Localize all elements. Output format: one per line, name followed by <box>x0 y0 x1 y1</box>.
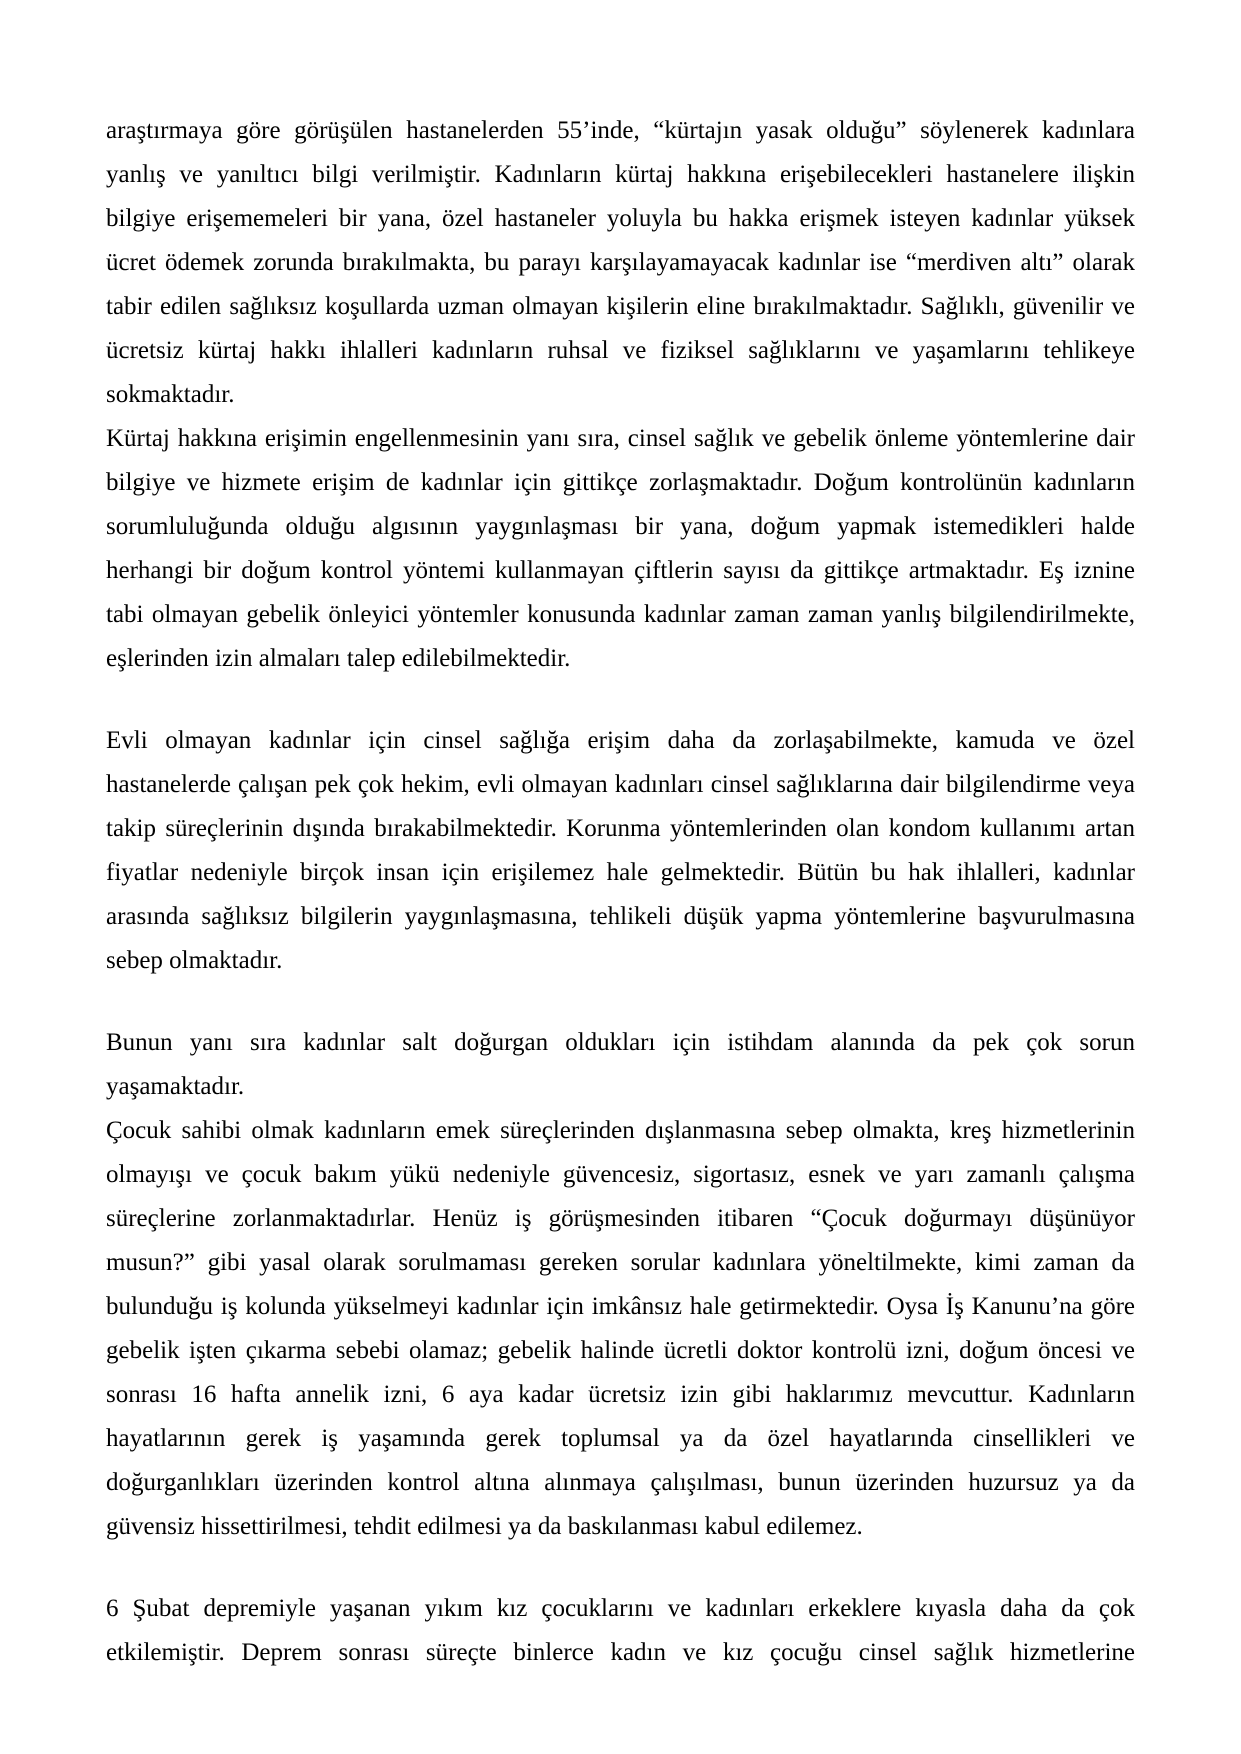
text-line: gebelik işten çıkarma sebebi olamaz; gebelik halinde ücretli doktor kontrolü izni, doğum öncesi ve <box>106 1337 1135 1364</box>
text-line: bilgiye ve hizmete erişim de kadınlar için gittikçe zorlaşmaktadır. Doğum kontrolünün kadınların <box>106 469 1135 496</box>
text-line: bulunduğu iş kolunda yükselmeyi kadınlar için imkânsız hale getirmektedir. Oysa İş Kanunu’na göre <box>106 1293 1135 1320</box>
document-text-body <box>106 109 1135 1675</box>
paragraph-p4 <box>106 1021 1135 1549</box>
text-line: hayatlarının gerek iş yaşamında gerek toplumsal ya da özel hayatlarında cinsellikleri ve <box>106 1425 1135 1452</box>
text-line: arasında sağlıksız bilgilerin yaygınlaşmasına, tehlikeli düşük yapma yöntemlerine başvurulmasına <box>106 903 1135 930</box>
text-line: sorumluluğunda olduğu algısının yaygınlaşması bir yana, doğum yapmak istemedikleri halde <box>106 513 1135 540</box>
text-line: sokmaktadır. <box>106 381 235 408</box>
text-line: bilgiye erişememeleri bir yana, özel hastaneler yoluyla bu hakka erişmek isteyen kadınlar yüksek <box>106 205 1135 232</box>
text-line: musun?” gibi yasal olarak sorulmaması gereken sorular kadınlara yöneltilmekte, kimi zaman da <box>106 1249 1135 1276</box>
text-line: takip süreçlerinin dışında bırakabilmektedir. Korunma yöntemlerinden olan kondom kullanımı artan <box>106 815 1135 842</box>
paragraph-p2 <box>106 417 1135 681</box>
text-line: fiyatlar nedeniyle birçok insan için erişilemez hale gelmektedir. Bütün bu hak ihlalleri, kadınlar <box>106 859 1135 886</box>
text-line: yanlış ve yanıltıcı bilgi verilmiştir. Kadınların kürtaj hakkına erişebilecekleri hastanelere ilişkin <box>106 161 1135 188</box>
text-line: Çocuk sahibi olmak kadınların emek süreçlerinden dışlanmasına sebep olmakta, kreş hizmetlerinin <box>106 1117 1135 1144</box>
paragraph-p5 <box>106 1587 1135 1675</box>
text-line: sonrası 16 hafta annelik izni, 6 aya kadar ücretsiz izin gibi haklarımız mevcuttur. Kadınların <box>106 1381 1135 1408</box>
text-line: hastanelerde çalışan pek çok hekim, evli olmayan kadınları cinsel sağlıklarına dair bilgilendirme veya <box>106 771 1135 798</box>
text-line: ücret ödemek zorunda bırakılmakta, bu parayı karşılayamayacak kadınlar ise “merdiven altı” olarak <box>106 249 1135 276</box>
text-line: Evli olmayan kadınlar için cinsel sağlığa erişim daha da zorlaşabilmekte, kamuda ve özel <box>106 727 1135 754</box>
text-line: doğurganlıkları üzerinden kontrol altına alınmaya çalışılması, bunun üzerinden huzursuz ya da <box>106 1469 1135 1496</box>
text-line: sebep olmaktadır. <box>106 947 283 974</box>
text-line: tabi olmayan gebelik önleyici yöntemler konusunda kadınlar zaman zaman yanlış bilgilendirilmekte, <box>106 601 1135 628</box>
text-line: olmayışı ve çocuk bakım yükü nedeniyle güvencesiz, sigortasız, esnek ve yarı zamanlı çalışma <box>106 1161 1135 1188</box>
text-line: Bunun yanı sıra kadınlar salt doğurgan oldukları için istihdam alanında da pek çok sorun yaşamaktadır. <box>106 1029 1135 1100</box>
paragraph-p3 <box>106 719 1135 983</box>
paragraph-p1 <box>106 109 1135 417</box>
text-line: güvensiz hissettirilmesi, tehdit edilmesi ya da baskılanması kabul edilemez. <box>106 1513 863 1540</box>
text-line: eşlerinden izin almaları talep edilebilmektedir. <box>106 645 571 672</box>
text-line: araştırmaya göre görüşülen hastanelerden 55’inde, “kürtajın yasak olduğu” söylenerek kadınlara <box>106 117 1135 144</box>
text-line: ücretsiz kürtaj hakkı ihlalleri kadınların ruhsal ve fiziksel sağlıklarını ve yaşamlarını tehlikeye <box>106 337 1135 364</box>
text-line: süreçlerine zorlanmaktadırlar. Henüz iş görüşmesinden itibaren “Çocuk doğurmayı düşünüyor <box>106 1205 1135 1232</box>
text-line: Kürtaj hakkına erişimin engellenmesinin yanı sıra, cinsel sağlık ve gebelik önleme yöntemlerine dair <box>106 425 1135 452</box>
text-line: herhangi bir doğum kontrol yöntemi kullanmayan çiftlerin sayısı da gittikçe artmaktadır. Eş iznine <box>106 557 1135 584</box>
text-line: 6 Şubat depremiyle yaşanan yıkım kız çocuklarını ve kadınları erkeklere kıyasla daha da çok <box>106 1595 1135 1622</box>
text-line: tabir edilen sağlıksız koşullarda uzman olmayan kişilerin eline bırakılmaktadır. Sağlıklı, güvenilir ve <box>106 293 1135 320</box>
text-line: etkilemiştir. Deprem sonrası süreçte binlerce kadın ve kız çocuğu cinsel sağlık hizmetlerine <box>106 1639 1135 1666</box>
